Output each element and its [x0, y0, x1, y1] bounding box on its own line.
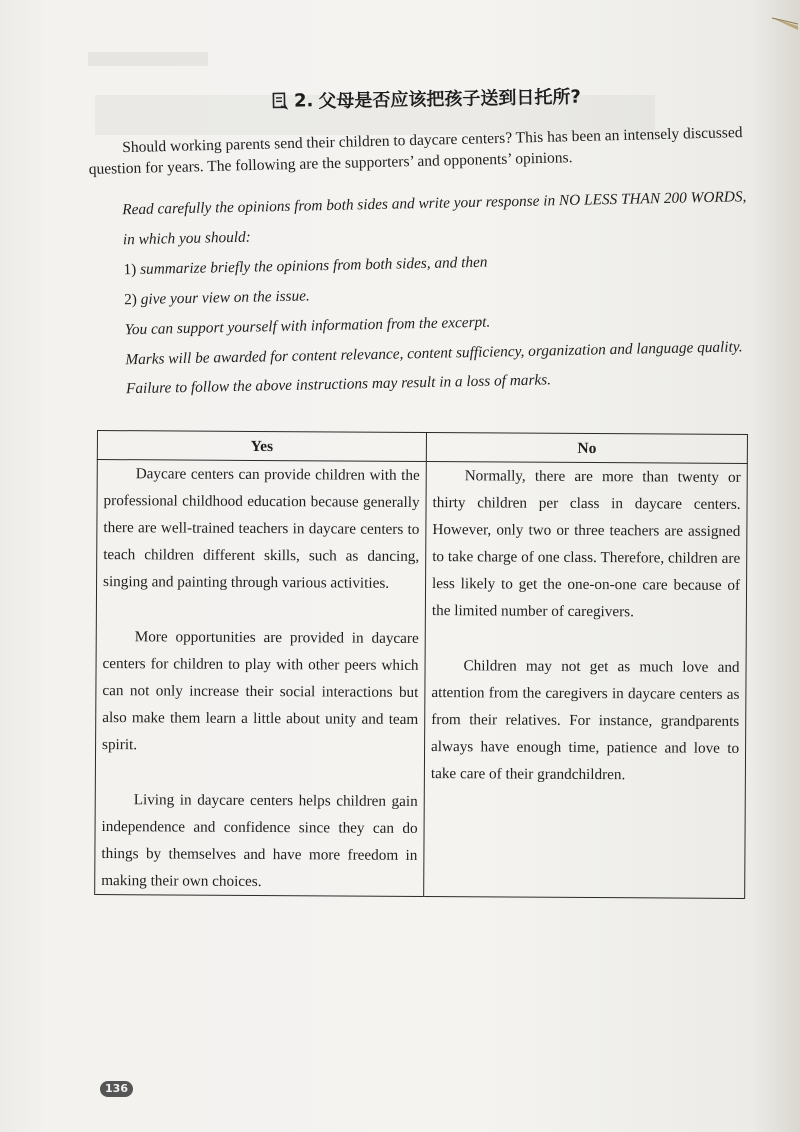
title-number: 2. — [293, 89, 314, 112]
header-yes: Yes — [97, 431, 426, 462]
item-number: 1) — [123, 261, 137, 279]
item-text: summarize briefly the opinions from both sides, and then — [139, 253, 488, 278]
table-header-row — [97, 431, 747, 464]
yes-opinion-3: Living in daycare centers helps children gain independence and confidence since they can do things by themselves and have more freedom in making their own choices. — [101, 791, 418, 891]
bleed-through-header — [88, 52, 208, 66]
yes-column — [95, 460, 427, 897]
section-title — [272, 83, 581, 114]
instruction-marks: Marks will be awarded for content relevance, content sufficiency, organization and language quality. Failure to follow the above instructions may result in a loss of marks. — [125, 338, 743, 398]
opinions-table — [94, 430, 748, 899]
title-text: 父母是否应该把孩子送到日托所? — [318, 86, 581, 113]
no-opinion-1: Normally, there are more than twenty or thirty children per class in daycare centers. However, only two or three teachers are assigned to take charge of one class. Therefore, children are less likely to get the one-on-one care because of the limited number of caregivers. — [431, 467, 741, 621]
opinions-table-wrapper — [94, 430, 748, 934]
page-fold-corner — [770, 14, 800, 34]
yes-opinion-2: More opportunities are provided in daycare centers for children to play with other peers which can not only increase their social interactions but also make them learn a little about unity and team spirit. — [102, 628, 419, 754]
instruction-support: You can support yourself with information from the excerpt. — [124, 313, 491, 339]
instruction-line: Read carefully the opinions from both sides and write your response in NO LESS THAN 200 WORDS, in which you should: — [122, 188, 747, 249]
yes-opinion-1: Daycare centers can provide children with the professional childhood education because generally there are well-trained teachers in daycare centers to teach children different skills, such as dancing, singing and painting through various activities. — [103, 465, 420, 592]
table-row — [95, 460, 748, 899]
item-number: 2) — [124, 290, 138, 309]
no-opinion-2: Children may not get as much love and attention from the caregivers in daycare centers as from their relatives. For instance, grandparents always have enough time, patience and love to take care of their grandchildren. — [430, 657, 740, 784]
no-column — [424, 462, 748, 899]
item-text: give your view on the issue. — [140, 287, 310, 308]
page-number-badge: 136 — [100, 1081, 133, 1097]
writing-task-icon — [272, 92, 288, 110]
intro-paragraph: Should working parents send their children to daycare centers? This has been an intensely discussed question for years. The following are the supporters’ and opponents’ opinions. — [88, 124, 743, 178]
header-no: No — [426, 433, 747, 464]
instructions — [88, 182, 760, 404]
